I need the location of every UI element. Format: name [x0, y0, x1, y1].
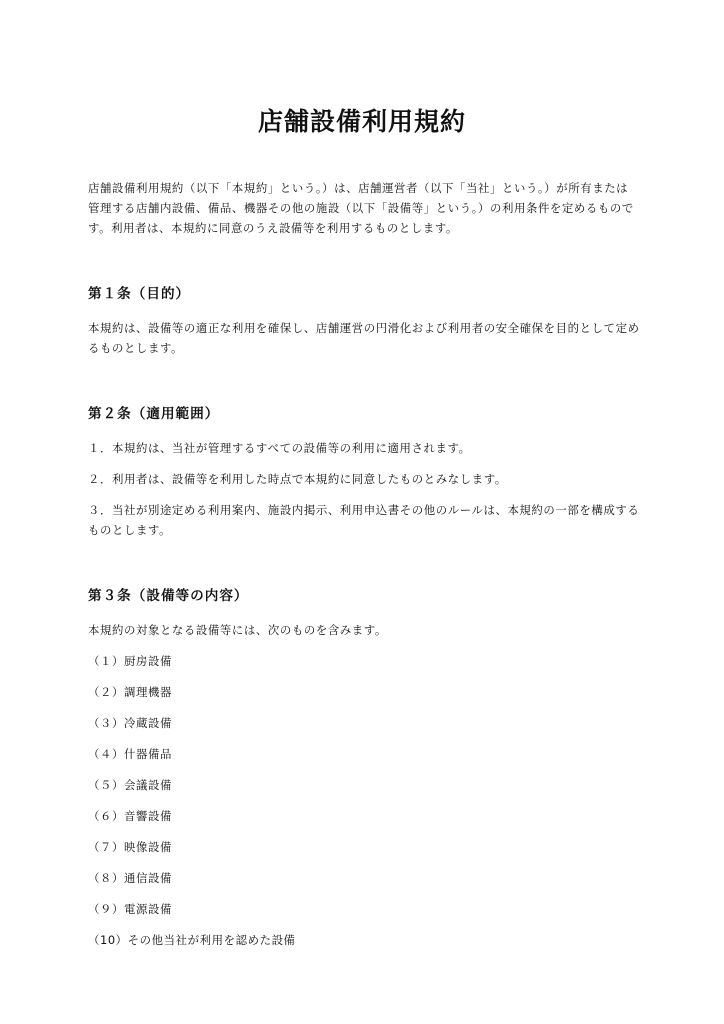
article-2-title: 第２条（適用範囲） [88, 406, 220, 422]
list-item: （５）会議設備 [88, 778, 172, 792]
document-title: 店舗設備利用規約 [257, 107, 466, 136]
article-1 [88, 284, 640, 358]
article-2 [88, 404, 640, 540]
list-item: （３）冷蔵設備 [88, 716, 172, 730]
list-item: （４）什器備品 [88, 747, 172, 761]
article-1-title: 第１条（目的） [88, 286, 191, 302]
list-item: （９）電源設備 [88, 902, 172, 916]
article-2-paragraph-2: ２．利用者は、設備等を利用した時点で本規約に同意したものとみなします。 [88, 472, 507, 486]
article-1-paragraph-1: 本規約は、設備等の適正な利用を確保し、店舗運営の円滑化および利用者の安全確保を目的として定めるものとします。 [88, 321, 640, 355]
list-item: （６）音響設備 [88, 809, 172, 823]
article-2-paragraph-1: １．本規約は、当社が管理するすべての設備等の利用に適用されます。 [88, 441, 471, 455]
preamble: 店舗設備利用規約（以下「本規約」という。）は、店舗運営者（以下「当社」という。）が所有または管理する店舗内設備、備品、機器その他の施設（以下「設備等」という。）の利用条件を定めるものです。利用者は、本規約に同意のうえ設備等を利用するものとします。 [88, 181, 634, 235]
list-item: （10）その他当社が利用を認めた設備 [88, 933, 296, 947]
article-2-paragraph-3: ３．当社が別途定める利用案内、施設内掲示、利用申込書その他のルールは、本規約の一部を構成するものとします。 [88, 503, 640, 537]
article-3 [88, 586, 640, 950]
document-body [88, 178, 640, 961]
list-item: （８）通信設備 [88, 871, 172, 885]
article-3-intro: 本規約の対象となる設備等には、次のものを含みます。 [88, 623, 387, 637]
equipment-list [88, 651, 640, 950]
list-item: （１）厨房設備 [88, 654, 172, 668]
list-item: （２）調理機器 [88, 685, 172, 699]
list-item: （７）映像設備 [88, 840, 172, 854]
article-3-title: 第３条（設備等の内容） [88, 588, 249, 604]
